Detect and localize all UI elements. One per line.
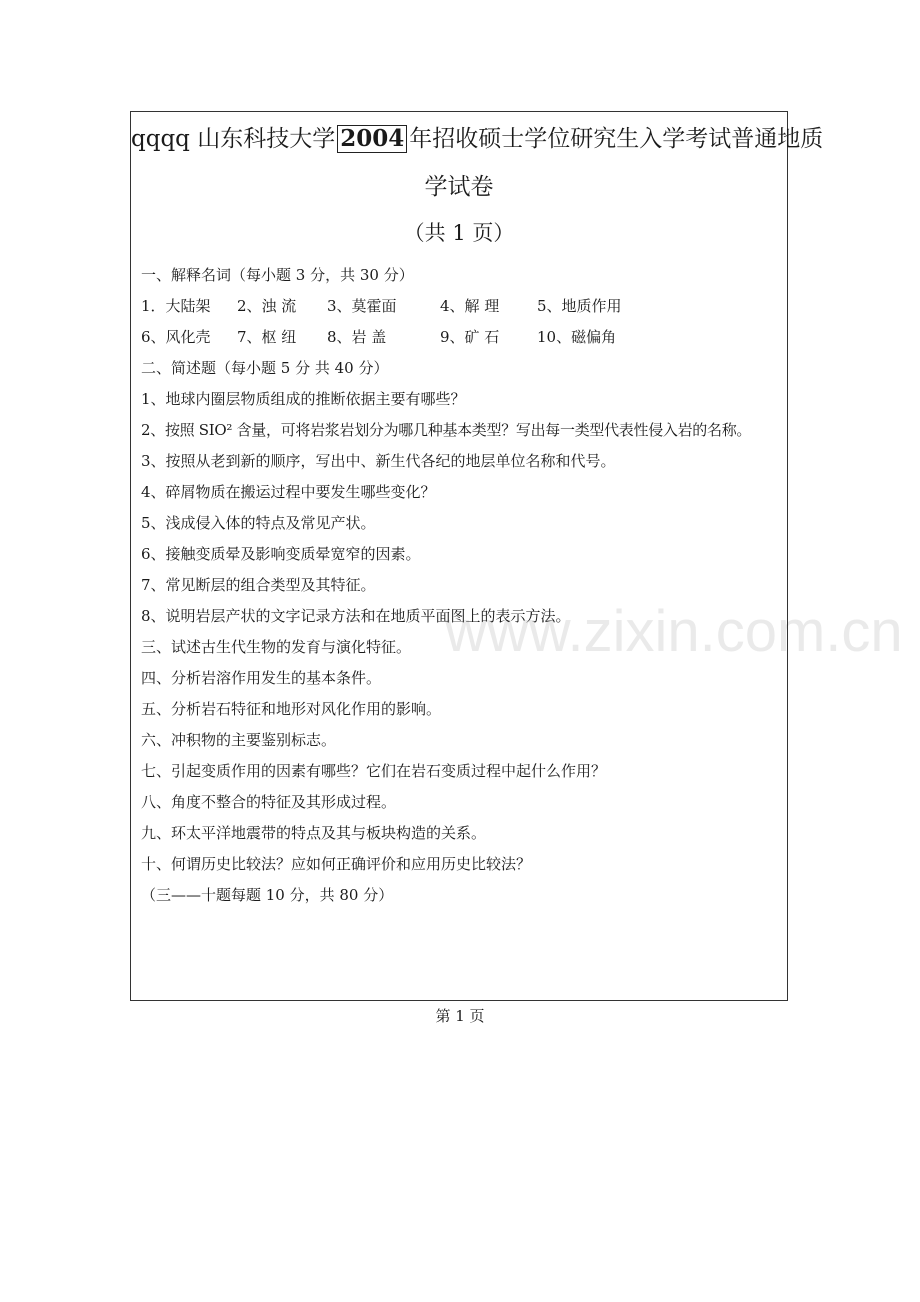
page-count: （共 1 页） bbox=[403, 221, 515, 245]
page-footer: 第 1 页 bbox=[435, 1007, 485, 1025]
essay-question: 三、试述古生代生物的发育与演化特征。 bbox=[141, 638, 412, 656]
watermark: www.zixin.com.cn bbox=[445, 599, 903, 664]
essay-question: 四、分析岩溶作用发生的基本条件。 bbox=[141, 669, 382, 687]
exam-paper-frame bbox=[130, 111, 824, 1001]
exam-title bbox=[131, 124, 824, 154]
year-field: 2004 bbox=[337, 125, 407, 153]
question-item: 5、浅成侵入体的特点及常见产状。 bbox=[141, 514, 376, 532]
essay-question: 六、冲积物的主要鉴别标志。 bbox=[141, 731, 337, 749]
term-item: 3、莫霍面 bbox=[327, 297, 397, 315]
section2-heading: 二、简述题（每小题 5 分 共 40 分） bbox=[141, 359, 389, 377]
score-note: （三——十题每题 10 分，共 80 分） bbox=[141, 886, 394, 904]
term-item: 6、风化壳 bbox=[141, 328, 211, 346]
term-item: 1．大陆架 bbox=[141, 297, 211, 315]
essay-question: 五、分析岩石特征和地形对风化作用的影响。 bbox=[141, 700, 442, 718]
title-prefix: qqqq 山东科技大学 bbox=[131, 126, 336, 152]
term-item: 8、岩 盖 bbox=[327, 328, 387, 346]
essay-question: 八、角度不整合的特征及其形成过程。 bbox=[141, 793, 397, 811]
term-item: 5、地质作用 bbox=[537, 297, 622, 315]
question-item: 8、说明岩层产状的文字记录方法和在地质平面图上的表示方法。 bbox=[141, 607, 571, 625]
essay-question: 十、何谓历史比较法？应如何正确评价和应用历史比较法？ bbox=[141, 855, 532, 873]
title-suffix: 年招收硕士学位研究生入学考试普通地质 bbox=[409, 126, 824, 152]
question-item: 7、常见断层的组合类型及其特征。 bbox=[141, 576, 376, 594]
term-item: 10、磁偏角 bbox=[537, 328, 617, 346]
exam-title-line2: 学试卷 bbox=[424, 174, 494, 200]
question-item: 6、接触变质晕及影响变质晕宽窄的因素。 bbox=[141, 545, 421, 563]
essay-question: 七、引起变质作用的因素有哪些？它们在岩石变质过程中起什么作用？ bbox=[141, 762, 607, 780]
term-item: 2、浊 流 bbox=[237, 297, 297, 315]
term-item: 9、矿 石 bbox=[440, 328, 500, 346]
question-item: 1、地球内圈层物质组成的推断依据主要有哪些？ bbox=[141, 390, 466, 408]
essay-question: 九、环太平洋地震带的特点及其与板块构造的关系。 bbox=[141, 824, 487, 842]
term-item: 4、解 理 bbox=[440, 297, 500, 315]
section1-heading: 一、解释名词（每小题 3 分，共 30 分） bbox=[141, 266, 414, 284]
term-item: 7、枢 纽 bbox=[237, 328, 297, 346]
question-item: 2、按照 SIO² 含量，可将岩浆岩划分为哪几种基本类型？写出每一类型代表性侵入岩的名称。 bbox=[141, 421, 752, 439]
question-item: 3、按照从老到新的顺序，写出中、新生代各纪的地层单位名称和代号。 bbox=[141, 452, 616, 470]
question-item: 4、碎屑物质在搬运过程中要发生哪些变化？ bbox=[141, 483, 436, 501]
